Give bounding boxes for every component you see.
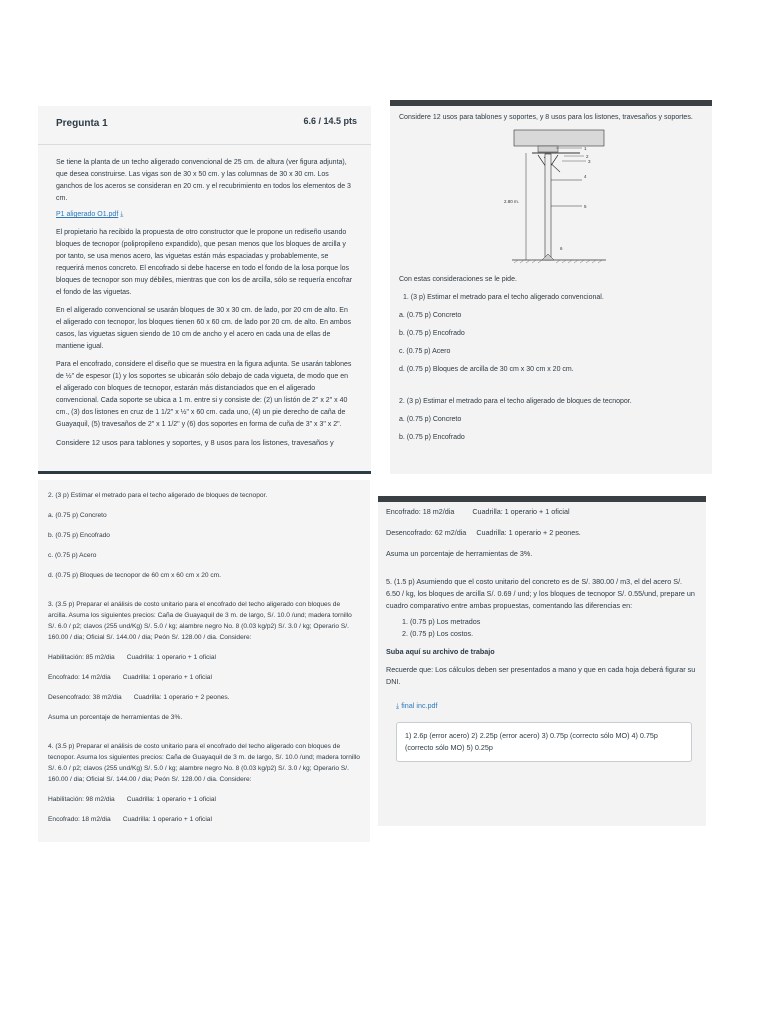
submitted-file-link[interactable]: final inc.pdf xyxy=(401,701,438,710)
question-paragraph: Considere 12 usos para tablones y soportes, y 8 usos para los listones, travesaños y xyxy=(56,438,334,447)
question-title: Pregunta 1 xyxy=(56,118,108,129)
download-icon[interactable]: ⤓ xyxy=(396,701,400,710)
crew-label: Cuadrilla: 1 operario + 2 peones. xyxy=(476,528,581,537)
grader-comment: 1) 2.6p (error acero) 2) 2.25p (error acero) 3) 0.75p (correcto sólo MO) 4) 0.75p (correcto sólo MO) 5) 0.25p xyxy=(396,722,692,762)
sub-item: d. (0.75 p) Bloques de arcilla de 30 cm x 30 cm x 20 cm. xyxy=(399,366,574,373)
question-paragraph: El propietario ha recibido la propuesta de otro constructor que le propone un rediseño usando bloques de tecnopor (polipropileno expandido), que pesan menos que los bloques de arcilla y por tanto, se usa menos acero, las viguetas están más espaciadas y probablemente, se requerirá menos concreto. El encofrado si debe hacerse en todo el fondo de la losa porque los bloques de tecnopor son muy débiles, mientras que con los de arcilla, sólo se requería encofrar el fondo de las viguetas. xyxy=(56,229,353,296)
sub-item: a. (0.75 p) Concreto xyxy=(48,512,107,519)
label-3: 3 xyxy=(588,159,591,164)
crew-label: Cuadrilla: 1 operario + 1 oficial xyxy=(126,796,216,803)
reminder-text: Recuerde que: Los cálculos deben ser presentados a mano y que en cada hoja deberá figurar su DNI. xyxy=(386,665,696,686)
productivity-label: Desencofrado: 38 m2/dia xyxy=(48,694,122,701)
sub-question: 5. (1.5 p) Asumiendo que el costo unitario del concreto es de S/. 380.00 / m3, el del acero S/. 6.50 / kg, los bloques de arcilla S/. 0.69 / und; y los bloques de tecnopor S/. 0.55/und, prepare un cuadro comparativo entre ambas propuestas, comentando las diferencias en: xyxy=(386,577,695,610)
question-header xyxy=(38,106,371,145)
productivity-row xyxy=(386,527,698,539)
productivity-row xyxy=(48,672,360,683)
sub-question: 2. (3 p) Estimar el metrado para el techo aligerado de bloques de tecnopor. xyxy=(399,398,632,405)
tools-note: Asuma un porcentaje de herramientas de 3%. xyxy=(48,714,183,721)
attachment-row xyxy=(56,209,353,221)
productivity-label: Habilitación: 98 m2/dia xyxy=(48,796,115,803)
label-1: 1 xyxy=(584,146,587,151)
question-paragraph: Se tiene la planta de un techo aligerado convencional de 25 cm. de altura (ver figura adjunta), que desea construirse. Las vigas son de 30 x 50 cm. y las columnas de 30 x 30 cm. Los ganchos de los aceros se consideran en 20 cm. y el recubrimiento en todos los elementos de 3 cm. xyxy=(56,159,351,202)
productivity-label: Encofrado: 18 m2/dia xyxy=(386,507,455,516)
sub-question: 3. (3.5 p) Preparar el análisis de costo unitario para el encofrado del techo aligerado con bloques de arcilla. Asuma los siguientes precios: Caña de Guayaquil de 3 m. de largo, S/. 10.0 /und; madera tornillo S/. 6.0 / p2; clavos (255 und/Kg) S/. 5.0 / kg; alambre negro No. 8 (0.03 kg/p2) S/. 3.0 / kg; Operario S/. 160.00 / dia; Oficial S/. 144.00 / dia; Peón S/. 128.00 / dia. Considere: xyxy=(48,601,352,641)
label-6: 6 xyxy=(560,246,563,251)
submitted-file-row xyxy=(386,700,698,712)
productivity-label: Desencofrado: 62 m2/dia xyxy=(386,528,467,537)
attachment-link[interactable]: P1 aligerado O1.pdf xyxy=(56,211,119,218)
question-panel-4 xyxy=(378,496,706,826)
sub-item: c. (0.75 p) Acero xyxy=(399,348,451,355)
tools-note: Asuma un porcentaje de herramientas de 3%. xyxy=(386,549,533,558)
crew-label: Cuadrilla: 1 operario + 1 oficial xyxy=(472,507,570,516)
label-2: 2 xyxy=(586,154,589,159)
formwork-diagram xyxy=(504,128,614,270)
label-4: 4 xyxy=(584,174,587,179)
sub-item: d. (0.75 p) Bloques de tecnopor de 60 cm x 60 cm x 20 cm. xyxy=(48,572,221,579)
sub-item: a. (0.75 p) Concreto xyxy=(399,312,462,319)
question-paragraph: En el aligerado convencional se usarán bloques de 30 x 30 cm. de lado, por 20 cm de alto. En el aligerado con tecnopor, los bloques tienen 60 x 60 cm. de lado por 20 cm. de alto. En ambos casos, las viguetas siguen siendo de 10 cm de ancho y el acero en cada una de ellas de mantiene igual. xyxy=(56,307,351,350)
upload-title: Suba aquí su archivo de trabajo xyxy=(386,647,495,656)
productivity-row xyxy=(48,794,360,805)
formwork-figure xyxy=(399,124,703,274)
sub-question: 4. (3.5 p) Preparar el análisis de costo unitario para el encofrado del techo aligerado con bloques de tecnopor. Asuma los siguientes precios: Caña de Guayaquil de 3 m. de largo, S/. 10.0 /und; madera tornillo S/. 6.0 / p2; clavos (255 und/Kg) S/. 5.0 / kg; alambre negro No. 8 (0.03 kg/p2) S/. 3.0 / kg; Operario S/. 160.00 / dia; Oficial S/. 144.00 / dia; Peón S/. 128.00 / dia. Considere: xyxy=(48,743,360,783)
sub-question: 1. (3 p) Estimar el metrado para el techo aligerado convencional. xyxy=(403,294,604,301)
sub-item: a. (0.75 p) Concreto xyxy=(399,416,462,423)
question-paragraph: Con estas consideraciones se le pide. xyxy=(399,276,517,283)
sub-question: 2. (3 p) Estimar el metrado para el techo aligerado de bloques de tecnopor. xyxy=(48,492,268,499)
productivity-row xyxy=(48,814,360,825)
crew-label: Cuadrilla: 1 operario + 1 oficial xyxy=(122,816,212,823)
question-panel-3 xyxy=(38,480,370,842)
productivity-label: Habilitación: 85 m2/dia xyxy=(48,654,115,661)
question-panel-1 xyxy=(38,106,371,474)
divider xyxy=(38,471,371,474)
productivity-row xyxy=(386,506,698,518)
sub-item-list xyxy=(386,616,698,640)
sub-item: 1. (0.75 p) Los metrados xyxy=(402,617,481,626)
question-panel-2 xyxy=(390,100,712,474)
download-icon[interactable]: ⤓ xyxy=(120,211,124,218)
crew-label: Cuadrilla: 1 operario + 1 oficial xyxy=(122,674,212,681)
label-5: 5 xyxy=(584,204,587,209)
productivity-label: Encofrado: 14 m2/dia xyxy=(48,674,111,681)
productivity-label: Encofrado: 18 m2/dia xyxy=(48,816,111,823)
question-paragraph: Considere 12 usos para tablones y soportes, y 8 usos para los listones, travesaños y soportes. xyxy=(399,114,693,121)
productivity-row xyxy=(48,692,360,703)
crew-label: Cuadrilla: 1 operario + 1 oficial xyxy=(126,654,216,661)
crew-label: Cuadrilla: 1 operario + 2 peones. xyxy=(133,694,230,701)
sub-item: b. (0.75 p) Encofrado xyxy=(399,330,465,337)
sub-item: 2. (0.75 p) Los costos. xyxy=(402,629,474,638)
sub-item: b. (0.75 p) Encofrado xyxy=(48,532,110,539)
productivity-row xyxy=(48,652,360,663)
question-paragraph: Para el encofrado, considere el diseño que se muestra en la figura adjunta. Se usarán tablones de ½" de espesor (1) y los soportes se ubicarán sólo debajo de cada vigueta, de modo que en el aligerado con bloques de tecnopor, estarán más distanciados que en el aligerado convencional. Cada soporte se ubica a 1 m. entre si y consiste de: (2) un listón de 2" x 2" x 40 cm., (3) dos listones en cruz de 1 1/2" x ½" x 60 cm. cada uno, (4) un pie derecho de caña de Guayaquil, (5) travesaños de 2" x 1 1/2" y (6) dos soportes en forma de cuña de 3" x 3" x 2". xyxy=(56,361,352,428)
height-label: 2.80 m. xyxy=(504,199,520,204)
sub-item: b. (0.75 p) Encofrado xyxy=(399,434,465,441)
sub-item: c. (0.75 p) Acero xyxy=(48,552,97,559)
question-points: 6.6 / 14.5 pts xyxy=(303,116,357,126)
